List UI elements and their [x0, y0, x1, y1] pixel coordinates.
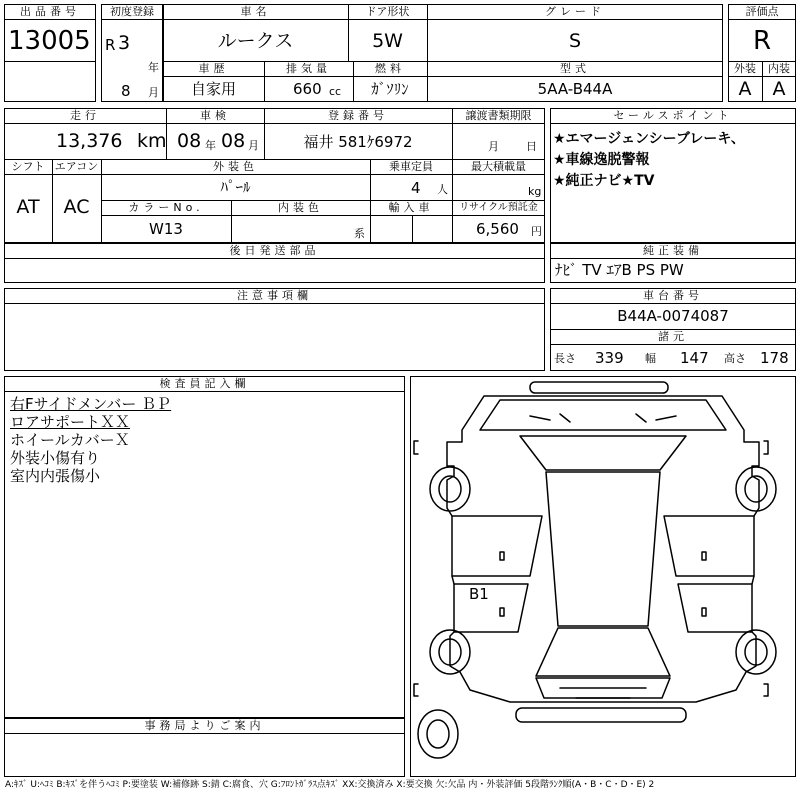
car-name-value: ルークス	[217, 30, 294, 52]
first-registration-month: 8	[121, 82, 131, 100]
inspection-year: 08	[177, 130, 202, 152]
import-label: 輸入車	[388, 201, 434, 214]
exterior-grade-label: 外装	[734, 62, 756, 75]
mileage-label: 走行	[70, 109, 100, 122]
spare-wheel-inner	[427, 720, 449, 748]
inspection-month-unit: 月	[248, 139, 259, 152]
capacity-value: 4	[411, 179, 421, 197]
first-registration-era: R	[105, 36, 116, 54]
aircon-value: AC	[63, 196, 90, 218]
later-parts-label: 後日発送部品	[229, 244, 320, 257]
recycle-value: 6,560	[476, 220, 519, 238]
month-unit: 月	[148, 86, 159, 99]
handle-right-rear	[702, 608, 706, 616]
mileage-unit: km	[137, 130, 167, 152]
mileage-value: 13,376	[56, 130, 123, 152]
capacity-label: 乗車定員	[389, 160, 433, 173]
inspection-year-unit: 年	[205, 139, 216, 152]
inspector-note: 室内内張傷小	[10, 467, 101, 485]
sales-point: ★車線逸脱警報	[553, 152, 650, 168]
divider	[101, 215, 545, 216]
divider	[101, 19, 163, 20]
front-grille-marks	[530, 414, 676, 422]
length-value: 339	[595, 349, 624, 367]
height-label: 高さ	[724, 352, 746, 365]
registration-number-label: 登録番号	[328, 109, 388, 122]
divider	[728, 19, 796, 20]
office-info-label: 事務局よりご案内	[144, 719, 265, 732]
displacement-unit: cc	[329, 85, 342, 98]
height-value: 178	[760, 349, 789, 367]
interior-color-label: 内装色	[278, 201, 323, 214]
score-label: 評価点	[745, 5, 779, 18]
spare-wheel	[418, 710, 458, 758]
divider	[550, 303, 796, 304]
shift-value: AT	[16, 196, 40, 218]
divider	[4, 258, 545, 259]
rear-window-outline	[536, 628, 670, 676]
fuel-label: 燃料	[375, 62, 405, 75]
lot-number-value: 13005	[8, 26, 91, 56]
bracket-left-rear	[414, 684, 418, 696]
inspector-note: 右Fサイドメンバー ＢＰ	[10, 395, 172, 413]
model-label: 型式	[560, 62, 590, 75]
handle-left-front	[500, 552, 504, 560]
transfer-day-unit: 日	[526, 140, 537, 153]
inspector-notes-list	[10, 395, 171, 485]
transfer-deadline-label: 譲渡書類期限	[465, 109, 532, 122]
windshield-outline	[520, 436, 686, 470]
inspector-note: 外装小傷有り	[10, 449, 101, 467]
bracket-right-rear	[764, 684, 768, 696]
car-name-label: 車名	[240, 5, 271, 18]
damage-mark-b1: B1	[469, 585, 489, 603]
sales-points-list	[553, 129, 745, 192]
divider	[4, 174, 545, 175]
length-label: 長さ	[554, 352, 576, 365]
registration-number-value: 福井 581ｹ6972	[303, 133, 413, 151]
year-unit: 年	[148, 61, 159, 74]
recycle-unit: 円	[531, 225, 542, 238]
bracket-right-front	[764, 441, 768, 454]
divider	[4, 391, 405, 392]
divider	[412, 215, 413, 243]
first-registration-year: 3	[118, 32, 131, 54]
wheel-front-left	[430, 467, 470, 511]
shift-label: シフト	[11, 160, 45, 173]
fuel-value: ｶﾞｿﾘﾝ	[371, 80, 409, 98]
right-side-panel	[664, 516, 754, 576]
divider	[4, 303, 545, 304]
genuine-equipment-value: ﾅﾋﾞ TV ｴｱB PS PW	[555, 261, 684, 279]
bracket-left-front	[414, 441, 418, 454]
inspector-note: ロアサポートＸＸ	[10, 413, 131, 431]
front-bumper-shape	[530, 382, 668, 393]
inspection-month: 08	[221, 130, 246, 152]
left-side-panel	[452, 516, 542, 576]
chassis-number-value: B44A-0074087	[617, 307, 729, 325]
left-rear-panel	[454, 584, 528, 632]
grade-label: グレード	[545, 5, 605, 18]
door-type-label: ドア形状	[365, 5, 410, 18]
divider	[550, 344, 796, 345]
lot-number-label: 出品番号	[20, 5, 80, 18]
divider	[163, 19, 723, 20]
aircon-label: エアコン	[54, 160, 99, 173]
divider	[4, 61, 96, 62]
divider	[4, 733, 405, 734]
rear-bumper-shape	[516, 708, 686, 722]
wheel-front-right	[736, 467, 776, 511]
exterior-grade-value: A	[738, 78, 752, 100]
exterior-color-label: 外装色	[213, 160, 258, 173]
color-number-label: カラーNo.	[128, 201, 204, 214]
grade-value: S	[568, 30, 582, 52]
max-load-label: 最大積載量	[471, 160, 526, 173]
divider	[4, 123, 545, 124]
color-number-value: W13	[149, 220, 183, 238]
interior-grade-value: A	[772, 78, 786, 100]
right-rear-panel	[678, 584, 752, 632]
handle-left-rear	[500, 608, 504, 616]
first-registration-label: 初度登録	[110, 5, 154, 18]
displacement-label: 排気量	[286, 62, 331, 75]
max-load-unit: kg	[528, 185, 542, 198]
hood-outline	[480, 400, 726, 430]
roof-outline	[546, 472, 660, 626]
divider	[550, 258, 796, 259]
capacity-unit: 人	[437, 183, 448, 196]
history-value: 自家用	[190, 80, 236, 98]
inspection-label: 車検	[200, 109, 230, 122]
specs-label: 諸元	[658, 330, 688, 343]
inspector-note: ホイールカバーＸ	[10, 431, 130, 449]
sales-point: ★純正ナビ★TV	[553, 173, 655, 189]
notes-label: 注意事項欄	[237, 289, 312, 302]
body-outline	[447, 396, 759, 702]
wheel-front-right-inner	[745, 476, 767, 502]
wheel-front-left-inner	[439, 476, 461, 502]
recycle-label: リサイクル預託金	[459, 202, 538, 213]
chassis-number-label: 車台番号	[643, 289, 703, 302]
width-label: 幅	[645, 352, 656, 365]
genuine-equipment-label: 純正装備	[643, 244, 703, 257]
divider	[550, 123, 796, 124]
sales-points-label: セールスポイント	[613, 109, 733, 122]
history-label: 車歴	[198, 62, 229, 75]
divider	[4, 19, 96, 20]
car-diagram	[410, 376, 796, 777]
inspector-notes-label: 検査員記入欄	[159, 377, 250, 390]
handle-right-front	[702, 552, 706, 560]
sales-point: ★エマージェンシーブレーキ、	[553, 131, 745, 147]
score-value: R	[752, 26, 772, 56]
legend-text: A:ｷｽﾞ U:ﾍｺﾐ B:ｷｽﾞを伴うﾍｺﾐ P:要塗装 W:補修跡 S:錆 C:腐食、穴 G:ﾌﾛﾝﾄｶﾞﾗｽ点ｷｽﾞ XX:交換済み X:要交換 欠:欠品 内・外装評価 5段階ﾗﾝｸ順(A・B・C・D・E) 2	[5, 780, 655, 790]
exterior-color-value: ﾊﾟｰﾙ	[220, 178, 251, 196]
rear-floor-lines	[560, 688, 646, 698]
model-value: 5AA-B44A	[537, 80, 613, 98]
interior-color-unit: 系	[354, 227, 365, 240]
width-value: 147	[680, 349, 709, 367]
displacement-value: 660	[293, 80, 322, 98]
divider	[163, 76, 723, 77]
transfer-month-unit: 月	[488, 140, 499, 153]
door-type-value: 5W	[372, 30, 403, 52]
details-box	[4, 108, 545, 243]
interior-grade-label: 内装	[768, 62, 790, 75]
